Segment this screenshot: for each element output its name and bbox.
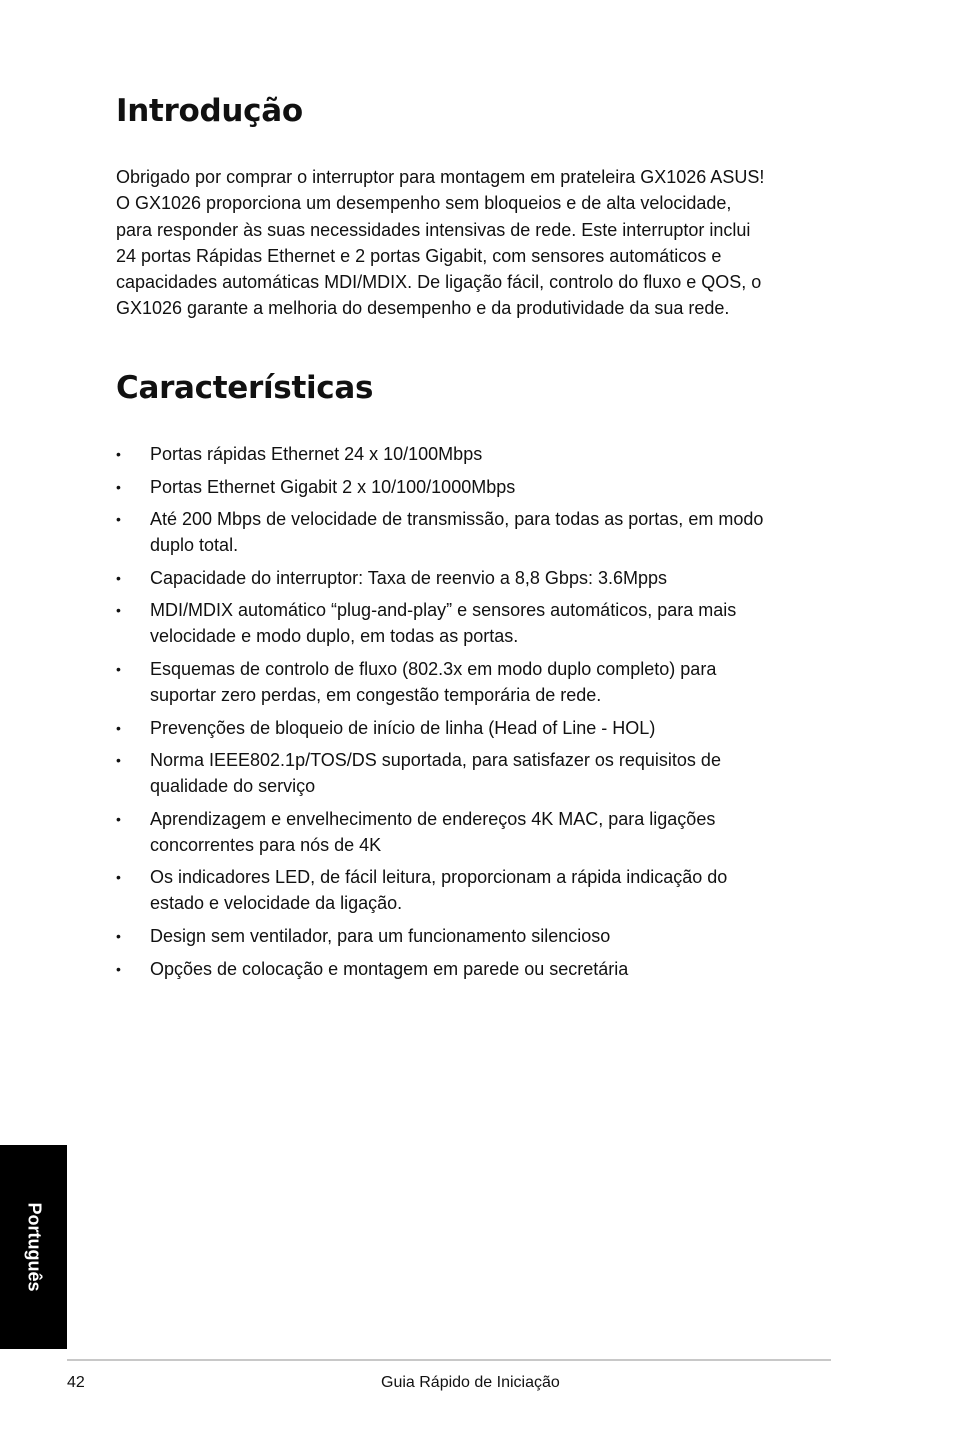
- bullet-marker: •: [116, 719, 121, 736]
- feature-text: Design sem ventilador, para um funcionamento silencioso: [150, 925, 611, 946]
- feature-item-10: [116, 864, 831, 916]
- bullet-marker: •: [116, 478, 121, 495]
- bullet-marker: •: [116, 660, 121, 677]
- feature-item-6: [116, 656, 831, 708]
- feature-item-5: [116, 597, 831, 649]
- feature-text: Norma IEEE802.1p/TOS/DS suportada, para satisfazer os requisitos de qualidade do serviço: [150, 750, 721, 797]
- bullet-marker: •: [116, 602, 121, 619]
- bullet-marker: •: [116, 446, 121, 462]
- feature-item-11: [116, 923, 831, 949]
- feature-item-3: [116, 506, 831, 558]
- bullet-marker: •: [116, 869, 121, 886]
- feature-text: Aprendizagem e envelhecimento de endereços 4K MAC, para ligações concorrentes para nós de 4K: [150, 808, 716, 855]
- intro-heading: Introdução: [116, 93, 303, 129]
- feature-text: Portas Ethernet Gigabit 2 x 10/100/1000Mbps: [150, 476, 516, 497]
- feature-text: Portas rápidas Ethernet 24 x 10/100Mbps: [150, 444, 483, 464]
- intro-paragraph: Obrigado por comprar o interruptor para montagem em prateleira GX1026 ASUS! O GX1026 proporciona um desempenho sem bloqueios e de alta velocidade, para responder às suas necessidades intensivas de rede. Este interruptor inclui 24 portas Rápidas Ethernet e 2 portas Gigabit, com sensores automáticos e capacidades automáticas MDI/MDIX. De ligação fácil, controlo do fluxo e QOS, o GX1026 garante a melhoria do desempenho e da produtividade da sua rede.: [116, 167, 765, 319]
- bullet-marker: •: [116, 752, 121, 769]
- features-list: [116, 441, 831, 988]
- feature-item-1: [116, 441, 831, 467]
- feature-item-8: [116, 747, 831, 799]
- language-label: Português: [24, 1202, 45, 1292]
- feature-text: MDI/MDIX automático “plug-and-play” e sensores automáticos, para mais velocidade e modo duplo, em todas as portas.: [150, 600, 737, 647]
- feature-item-4: [116, 565, 831, 591]
- bullet-marker: •: [116, 960, 121, 977]
- bullet-marker: •: [116, 810, 121, 827]
- feature-text: Até 200 Mbps de velocidade de transmissão, para todas as portas, em modo duplo total.: [150, 509, 764, 556]
- feature-text: Esquemas de controlo de fluxo (802.3x em modo duplo completo) para suportar zero perdas, em congestão temporária de rede.: [150, 658, 717, 705]
- footer-divider: [67, 1359, 831, 1361]
- footer-title: Guia Rápido de Iniciação: [381, 1374, 560, 1391]
- feature-item-2: [116, 474, 831, 500]
- bullet-marker: •: [116, 569, 121, 586]
- language-side-tab: [0, 1145, 67, 1349]
- page-number: 42: [67, 1374, 85, 1391]
- feature-text: Opções de colocação e montagem em parede ou secretária: [150, 958, 629, 979]
- bullet-marker: •: [116, 511, 121, 528]
- features-heading: Características: [116, 370, 374, 406]
- feature-text: Os indicadores LED, de fácil leitura, proporcionam a rápida indicação do estado e velocidade da ligação.: [150, 867, 728, 914]
- feature-item-7: [116, 715, 831, 741]
- feature-text: Capacidade do interruptor: Taxa de reenvio a 8,8 Gbps: 3.6Mpps: [150, 567, 667, 588]
- bullet-marker: •: [116, 927, 121, 944]
- feature-item-9: [116, 806, 831, 858]
- feature-item-12: [116, 956, 831, 982]
- feature-text: Prevenções de bloqueio de início de linha (Head of Line - HOL): [150, 717, 656, 738]
